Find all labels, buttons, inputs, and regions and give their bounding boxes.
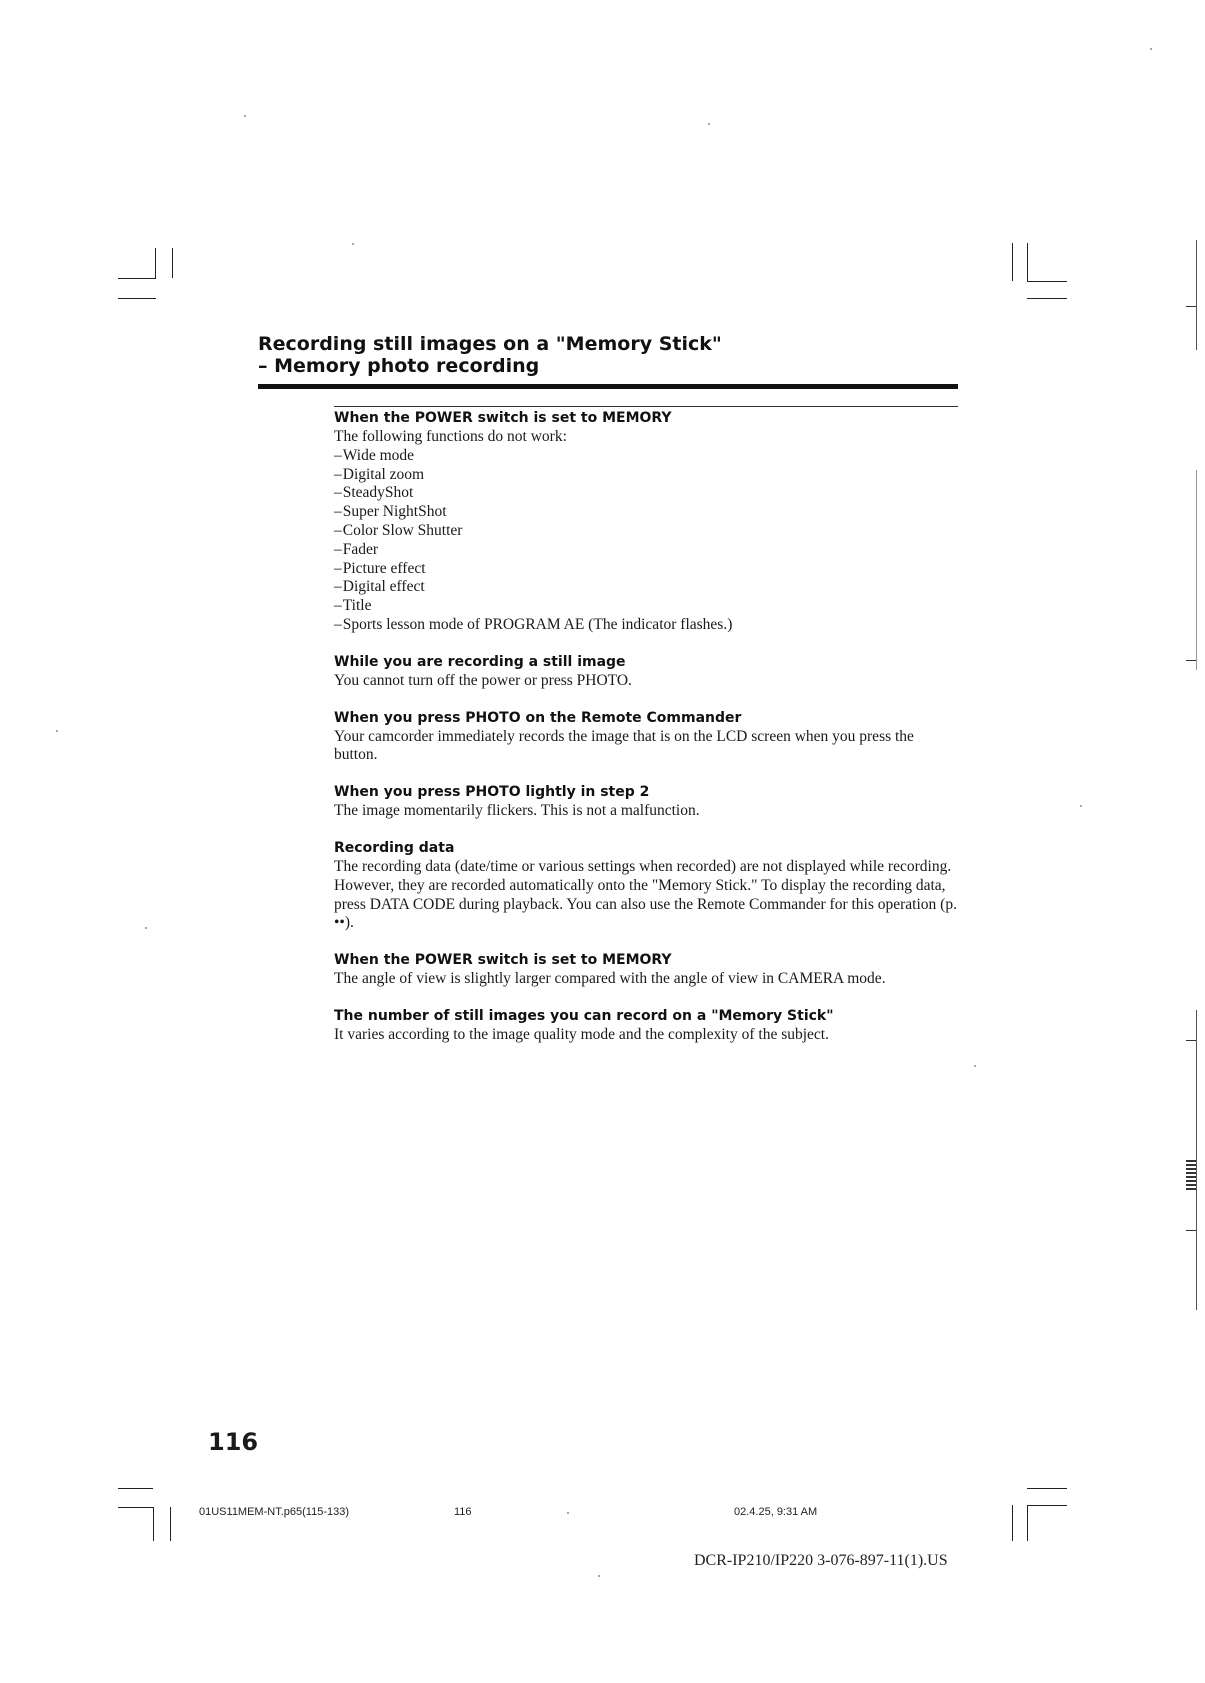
speckle [708, 123, 710, 125]
crop-mark [1012, 1505, 1013, 1541]
list-item: – Digital zoom [334, 466, 958, 485]
list-item: – Picture effect [334, 560, 958, 579]
list-item: – Wide mode [334, 447, 958, 466]
section-text: The angle of view is slightly larger compared with the angle of view in CAMERA mode. [334, 970, 886, 988]
crop-mark [155, 248, 156, 278]
crop-mark [1027, 298, 1067, 299]
speckle [1150, 48, 1152, 50]
list-item: – Sports lesson mode of PROGRAM AE (The indicator flashes.) [334, 616, 958, 635]
crop-mark [118, 1507, 153, 1508]
edge-line [1196, 470, 1197, 670]
list-item: – Super NightShot [334, 503, 958, 522]
edge-block [1186, 1160, 1196, 1190]
crop-mark [118, 278, 156, 279]
speckle [244, 115, 246, 117]
speckle [974, 1065, 976, 1067]
section-heading: When you press PHOTO on the Remote Commander [334, 709, 742, 726]
edge-block [1186, 1040, 1196, 1041]
section-number-of-images [334, 1007, 958, 1045]
crop-mark [170, 1507, 171, 1541]
crop-mark [118, 1488, 153, 1489]
section-text: You cannot turn off the power or press PHOTO. [334, 671, 632, 689]
section-heading: When you press PHOTO lightly in step 2 [334, 784, 650, 801]
section-recording-data [334, 839, 958, 933]
section-heading: The number of still images you can record on a "Memory Stick" [334, 1007, 834, 1024]
crop-mark [1027, 1505, 1067, 1506]
disabled-functions-list [334, 447, 958, 635]
section-text: It varies according to the image quality mode and the complexity of the subject. [334, 1025, 829, 1043]
crop-mark [1027, 281, 1067, 282]
edge-block [1186, 306, 1196, 307]
footer-timestamp: 02.4.25, 9:31 AM [734, 1506, 818, 1518]
speckle [567, 1512, 569, 1514]
section-text: Your camcorder immediately records the image that is on the LCD screen when you press the button. [334, 727, 914, 764]
section-text: The following functions do not work: [334, 428, 567, 445]
title-line-2: – Memory photo recording [258, 355, 540, 377]
edge-block [1186, 1230, 1196, 1231]
crop-mark [1027, 1505, 1028, 1541]
crop-mark [172, 248, 173, 278]
list-item: – Color Slow Shutter [334, 522, 958, 541]
edge-block [1186, 660, 1196, 661]
speckle [352, 243, 354, 245]
page-number: 116 [208, 1428, 259, 1456]
crop-mark [1012, 243, 1013, 281]
content-rule [334, 406, 958, 407]
footer-page: 116 [454, 1506, 472, 1518]
footer-model: DCR-IP210/IP220 3-076-897-11(1).US [694, 1552, 948, 1569]
list-item: – SteadyShot [334, 484, 958, 503]
section-recording-still [334, 653, 958, 691]
content-body [334, 409, 958, 1063]
crop-mark [1027, 1488, 1067, 1489]
title-line-1: Recording still images on a "Memory Stick" [258, 333, 722, 355]
footer-file: 01US11MEM-NT.p65(115-133) [199, 1506, 349, 1518]
section-angle-of-view [334, 951, 958, 989]
list-item: – Fader [334, 541, 958, 560]
list-item: – Digital effect [334, 578, 958, 597]
section-power-memory-functions [334, 409, 958, 635]
section-heading: Recording data [334, 839, 455, 856]
speckle [598, 1575, 600, 1577]
section-heading: While you are recording a still image [334, 653, 626, 670]
section-photo-lightly [334, 783, 958, 821]
section-remote-commander [334, 709, 958, 766]
crop-mark [118, 298, 156, 299]
speckle [145, 927, 147, 929]
section-text: The image momentarily flickers. This is not a malfunction. [334, 802, 700, 820]
section-text: The recording data (date/time or various settings when recorded) are not displayed while recording. However, they are recorded automatically onto the "Memory Stick." To display the recording data, press DATA CODE during playback. You can also use the Remote Commander for this operation (p. ••). [334, 857, 957, 932]
section-heading: When the POWER switch is set to MEMORY [334, 410, 672, 426]
speckle [1080, 805, 1082, 807]
crop-mark [1027, 243, 1028, 281]
edge-line [1196, 1010, 1197, 1310]
list-item: – Title [334, 597, 958, 616]
page-title [258, 333, 958, 377]
title-rule [258, 384, 958, 389]
edge-line [1196, 240, 1197, 350]
speckle [56, 730, 58, 732]
crop-mark [153, 1507, 154, 1541]
section-heading: When the POWER switch is set to MEMORY [334, 952, 672, 969]
